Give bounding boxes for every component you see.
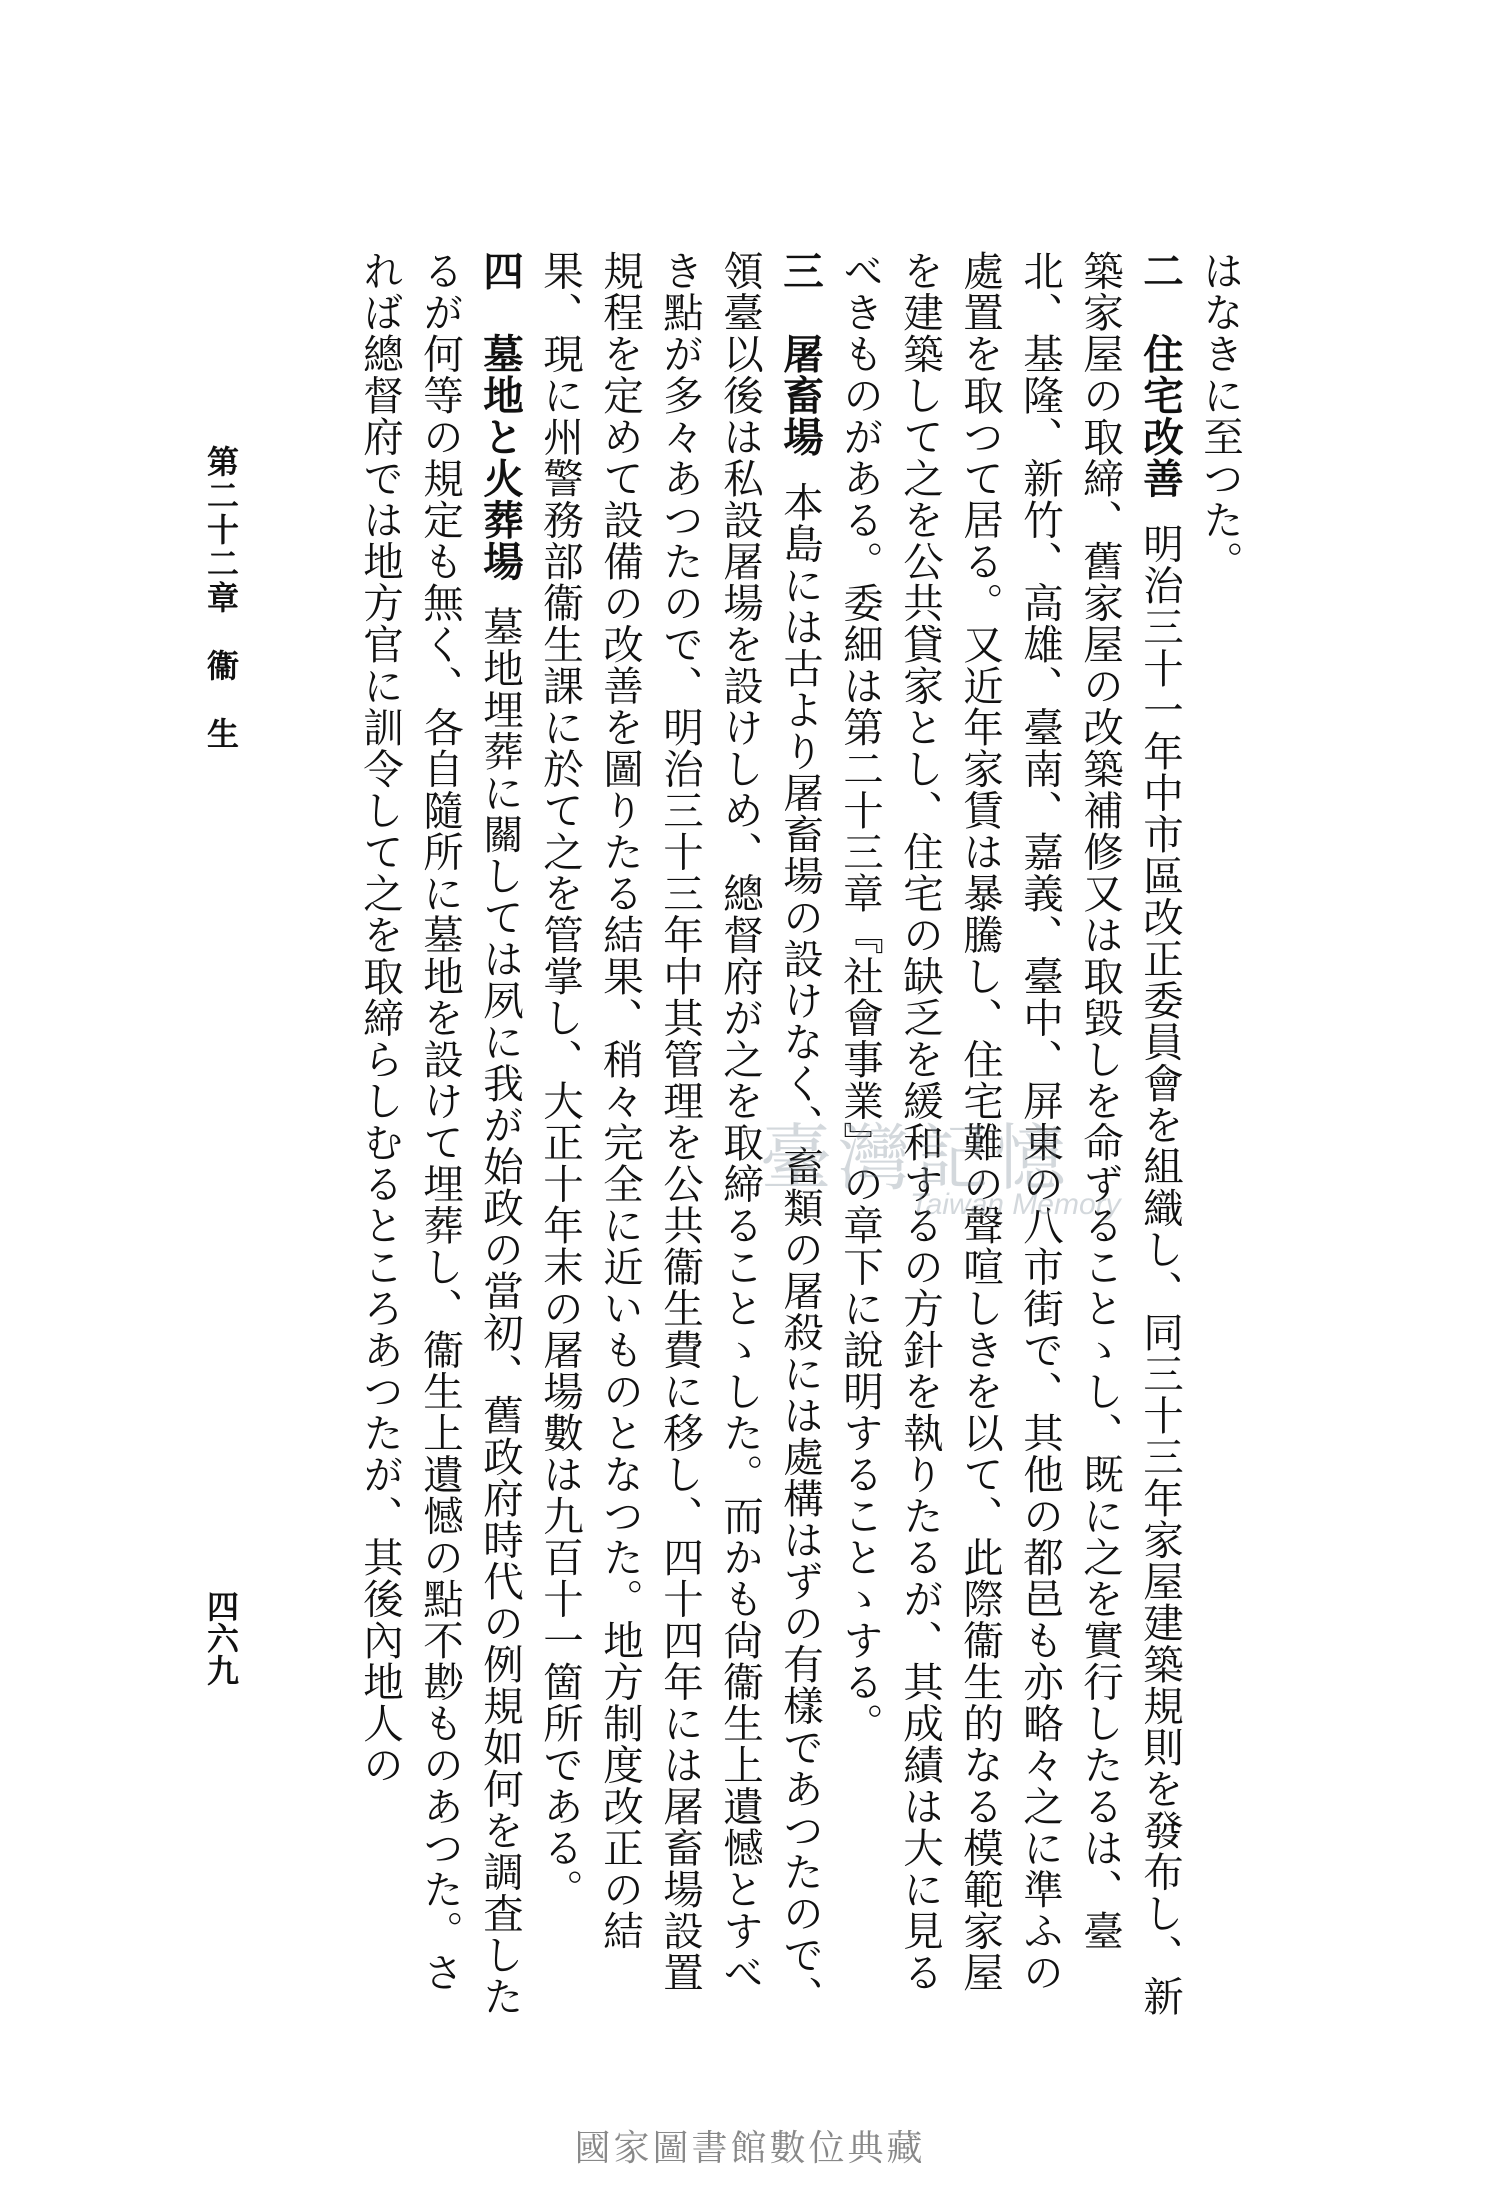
paragraph-housing [830,250,1190,2030]
section-number: 三 [776,250,824,292]
running-header: 第二十二章 衞 生 [202,445,240,751]
paragraph-continuation [1190,250,1250,2030]
paragraph-text: はなきに至つた。 [1196,250,1244,582]
watermark-en: Taiwan Memory [910,1188,1121,1221]
section-number: 四 [476,250,524,292]
body-text [275,250,1250,2030]
library-footer: 國家圖書館數位典藏 [574,2128,926,2169]
paragraph-text: 墓地埋葬に關しては夙に我が始政の當初、舊政府時代の例規如何を調査したるが何等の規定も無く、各自隨所に墓地を設けて埋葬し、衞生上遺憾の點不尠ものあつた。されば總督府では地方官に訓令して之を取締らしむるところあつたが、其後內地人の [356,250,524,2017]
page-number: 四六九 [202,1590,240,1686]
paragraph-text: 本島には古より屠畜場の設けなく、畜類の屠殺には處構はずの有樣であつたので、領臺以後は私設屠場を設けしめ、總督府が之を取締ることゝした。而かも尙衞生上遺憾とすべき點が多々あつたので、明治三十三年中其管理を公共衞生費に移し、四十四年には屠畜場設置規程を定めて設備の改善を圖りたる結果、稍々完全に近いものとなつた。地方制度改正の結果、現に州警務部衞生課に於て之を管掌し、大正十年末の屠場數は九百十一箇所である。 [536,250,824,2017]
paragraph-slaughterhouse [530,250,830,2030]
paragraph-text: 明治三十一年中市區改正委員會を組織し、同三十三年家屋建築規則を發布し、新築家屋の取締、舊家屋の改築補修又は取毀しを命ずることゝし、既に之を實行したるは、臺北、基隆、新竹、高雄、臺南、嘉義、臺中、屏東の八市街で、其他の都邑も亦略々之に準ふの處置を取つて居る。又近年家賃は暴騰し、住宅難の聲喧しきを以て、此際衞生的なる模範家屋を建築して之を公共貸家とし、住宅の缺乏を緩和するの方針を執りたるが、其成績は大に見るべきものがある。委細は第二十三章『社會事業』の章下に說明することゝする。 [836,250,1184,2017]
section-heading: 屠畜場 [776,333,824,458]
paragraph-cemetery [350,250,530,2030]
section-number: 二 [1136,250,1184,292]
watermark-cjk: 臺灣記憶 [760,1116,1073,1200]
section-heading: 住宅改善 [1136,333,1184,499]
section-heading: 墓地と火葬場 [476,333,524,582]
